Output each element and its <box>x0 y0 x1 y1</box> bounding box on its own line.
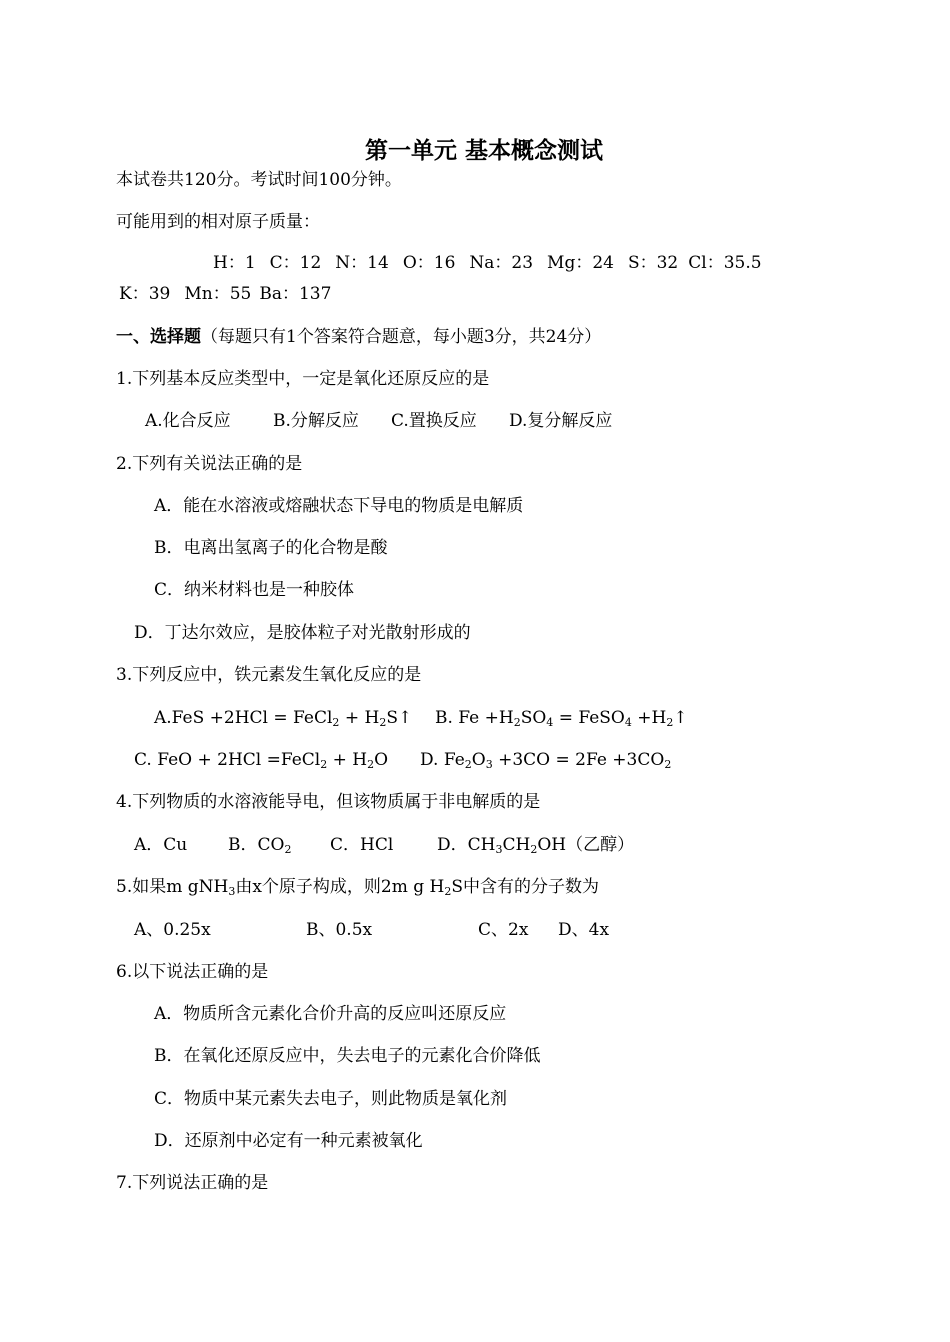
q3-option-d: D. $Fe_2O_3 +3CO = 2Fe +3CO_2$ <box>420 750 672 771</box>
q6-option-d: D．还原剂中必定有一种元素被氧化 <box>154 1131 423 1151</box>
atomic-mass-cl: Cl：35.5 <box>688 253 762 273</box>
atomic-mass-mn: Mn：55 <box>184 284 252 304</box>
atomic-mass-c: C：12 <box>269 253 322 273</box>
atomic-mass-k: K：39 <box>119 284 171 304</box>
q5-option-d: D、4x <box>558 920 610 940</box>
q4-option-d: D．$CH_3CH_2OH$（乙醇） <box>437 835 635 856</box>
q2-option-d: D．丁达尔效应，是胶体粒子对光散射形成的 <box>134 623 471 643</box>
q4-option-c: C．HCl <box>330 835 394 855</box>
q2-option-a: A．能在水溶液或熔融状态下导电的物质是电解质 <box>154 496 524 516</box>
atomic-mass-label: 可能用到的相对原子质量： <box>116 212 320 232</box>
q5-option-a: A、0.25x <box>134 920 211 940</box>
atomic-mass-o: O：16 <box>402 253 456 273</box>
q1-option-b: B.分解反应 <box>273 411 359 431</box>
q3-option-a: A.FeS +2HCl = FeCl$_2$ + $H_2S↑$ <box>154 708 413 729</box>
q3-stem: 3.下列反应中，铁元素发生氧化反应的是 <box>116 665 422 685</box>
q1-option-a: A.化合反应 <box>145 411 231 431</box>
q2-stem: 2.下列有关说法正确的是 <box>116 454 303 474</box>
section-1-note: （每题只有1个答案符合题意，每小题3分，共24分） <box>201 327 602 347</box>
q4-option-b: B．$CO_2$ <box>228 835 292 856</box>
q5-stem: 5.如果m gNH$_3$由x个原子构成，则2m g $H_2S$中含有的分子数为 <box>116 877 600 898</box>
q1-option-d: D.复分解反应 <box>509 411 613 431</box>
atomic-mass-h: H：1 <box>213 253 256 273</box>
atomic-mass-s: S：32 <box>627 253 679 273</box>
q1-option-c: C.置换反应 <box>391 411 477 431</box>
atomic-mass-row-2 <box>119 286 331 303</box>
exam-intro: 本试卷共120分。考试时间100分钟。 <box>116 170 402 190</box>
q5-option-b: B、0.5x <box>306 920 373 940</box>
section-1-heading: 一、选择题 <box>116 327 201 347</box>
atomic-mass-row-1 <box>213 255 762 272</box>
q4-stem: 4.下列物质的水溶液能导电，但该物质属于非电解质的是 <box>116 792 541 812</box>
section-1-header <box>116 329 601 346</box>
atomic-mass-ba: Ba：137 <box>259 284 332 304</box>
page-title: 第一单元 基本概念测试 <box>364 137 603 164</box>
q6-option-b: B．在氧化还原反应中，失去电子的元素化合价降低 <box>154 1046 541 1066</box>
atomic-mass-n: N：14 <box>335 253 389 273</box>
q4-option-a: A．Cu <box>134 835 188 855</box>
q6-option-c: C．物质中某元素失去电子，则此物质是氧化剂 <box>154 1089 508 1109</box>
q3-option-b: B. $Fe +H_2SO_4$ = FeSO$_4$ $+H_2↑$ <box>435 708 688 729</box>
q1-stem: 1.下列基本反应类型中，一定是氧化还原反应的是 <box>116 369 490 389</box>
q3-option-c: C. FeO + 2HCl =FeCl$_2$ + $H_2O$ <box>134 750 389 771</box>
q5-option-c: C、2x <box>478 920 529 940</box>
q6-option-a: A．物质所含元素化合价升高的反应叫还原反应 <box>154 1004 507 1024</box>
q7-stem: 7.下列说法正确的是 <box>116 1173 269 1193</box>
q2-option-c: C．纳米材料也是一种胶体 <box>154 580 355 600</box>
atomic-mass-na: Na：23 <box>469 253 534 273</box>
q6-stem: 6.以下说法正确的是 <box>116 962 269 982</box>
atomic-mass-mg: Mg：24 <box>547 253 614 273</box>
q2-option-b: B．电离出氢离子的化合物是酸 <box>154 538 388 558</box>
